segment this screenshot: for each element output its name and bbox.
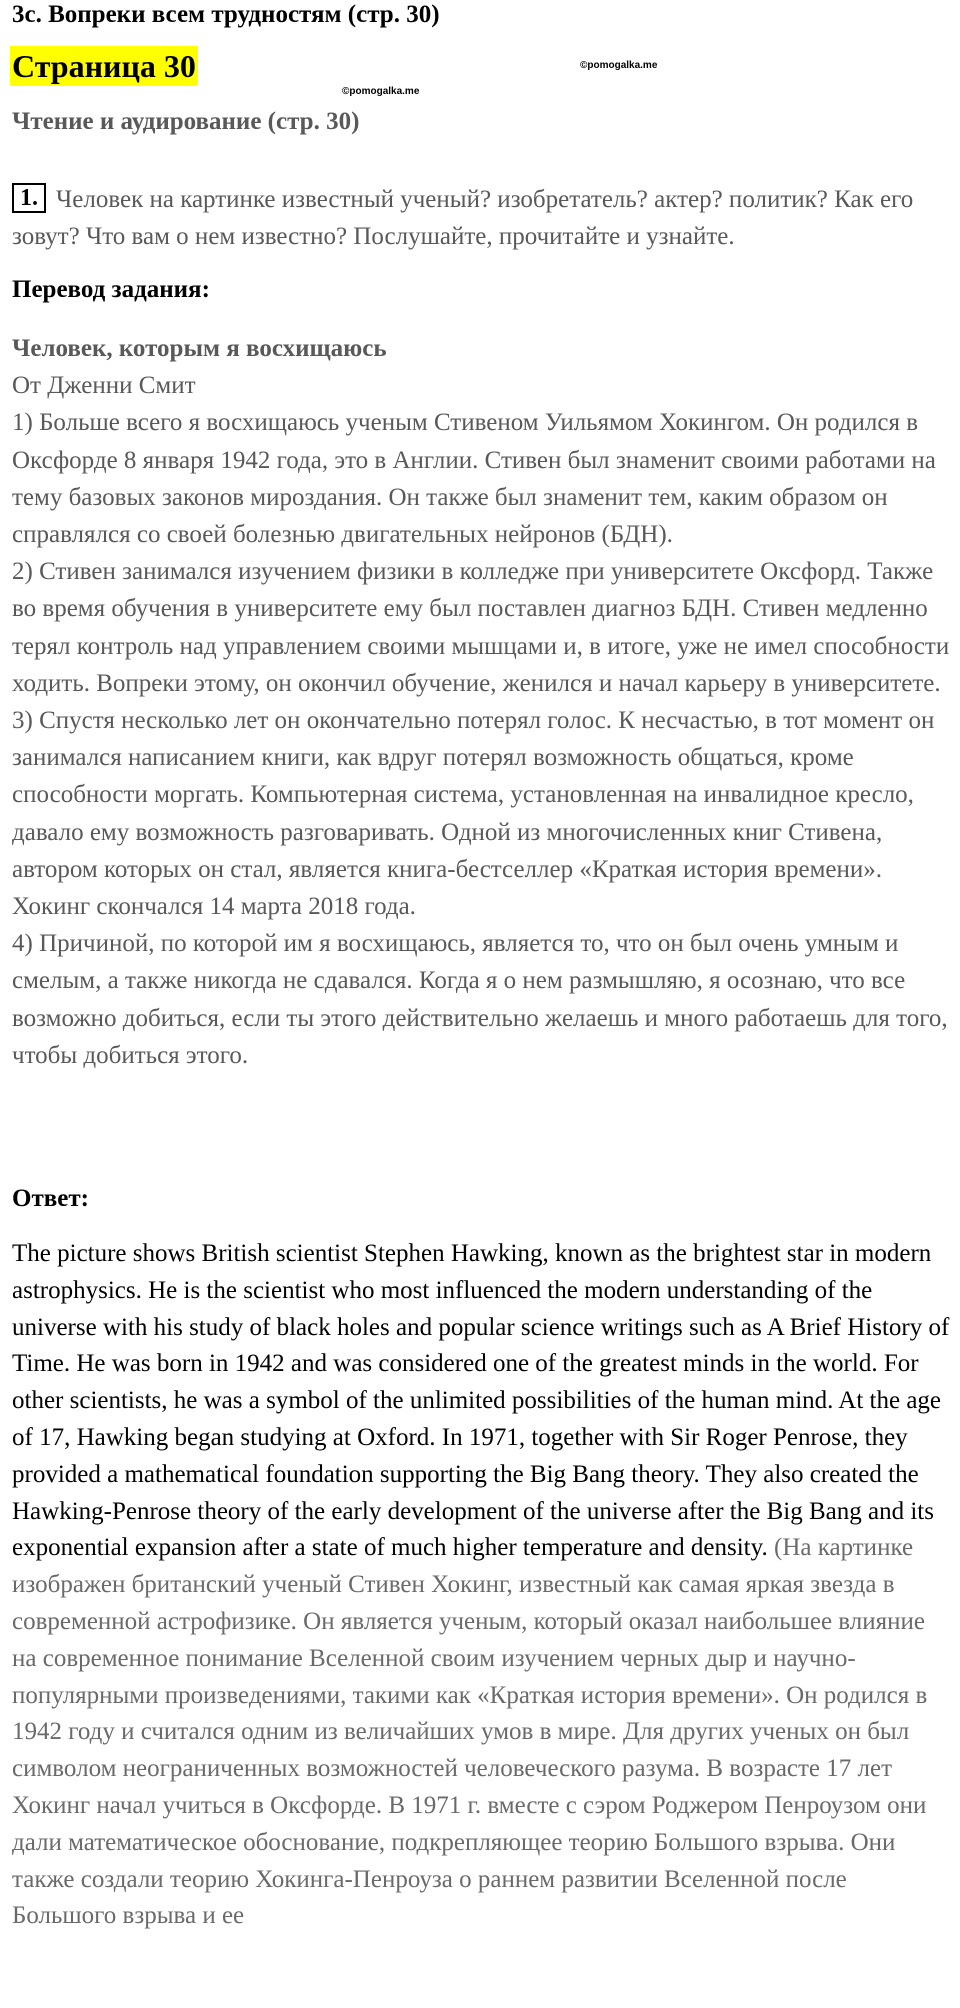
answer-heading: Ответ: bbox=[12, 1185, 89, 1212]
article-paragraph: 2) Стивен занимался изучением физики в колледже при университете Оксфорд. Также во время обучения в университете ему был поставлен диагноз БДН. Стивен медленно терял контроль над управлением своими мышцами и, в итоге, уже не имел способности ходить. Вопреки этому, он окончил обучение, женился и начал карьеру в университете. bbox=[12, 558, 950, 697]
article-paragraph: 3) Спустя несколько лет он окончательно потерял голос. К несчастью, в тот момент он занимался написанием книги, как вдруг потерял возможность общаться, кроме способности моргать. Компьютерная система, установленная на инвалидное кресло, давало ему возможность разговаривать. Одной из многочисленных книг Стивена, автором которых он стал, является книга-бестселлер «Краткая история времени». Хокинг скончался 14 марта 2018 года. bbox=[12, 707, 935, 921]
article-title: Человек, которым я восхищаюсь bbox=[12, 335, 387, 362]
subheading: Чтение и аудирование (стр. 30) bbox=[12, 108, 360, 135]
article-paragraph: 4) Причиной, по которой им я восхищаюсь, является то, что он был очень умным и смелым, а также никогда не сдавался. Когда я о нем размышляю, я осознаю, что все возможно добиться, если ты этого действительно желаешь и много работаешь для того, чтобы добиться этого. bbox=[12, 930, 948, 1069]
answer-russian-translation: (На картинке изображен британский ученый Стивен Хокинг, известный как самая яркая звезда в современной астрофизике. Он является ученым, который оказал наибольшее влияние на современное понимание Вселенной своим изучением черных дыр и научно-популярными произведениями, такими как «Краткая история времени». Он родился в 1942 году и считался одним из величайших умов в мире. Для других ученых он был символом неограниченных возможностей человеческого разума. В возрасте 17 лет Хокинг начал учиться в Оксфорде. В 1971 г. вместе с сэром Роджером Пенроузом они дали математическое обоснование, подкрепляющее теорию Большого взрыва. Они также создали теорию Хокинга-Пенроуза о раннем развитии Вселенной после Большого взрыва и ее bbox=[12, 1534, 928, 1930]
task bbox=[12, 181, 952, 255]
answer-text bbox=[12, 1236, 954, 1935]
watermark: ©pomogalka.me bbox=[580, 60, 658, 71]
answer-english: The picture shows British scientist Stephen Hawking, known as the brightest star in modern astrophysics. He is the scientist who most influenced the modern understanding of the universe with his study of black holes and popular science writings such as A Brief History of Time. He was born in 1942 and was considered one of the greatest minds in the world. For other scientists, he was a symbol of the unlimited possibilities of the human mind. At the age of 17, Hawking began studying at Oxford. In 1971, together with Sir Roger Penrose, they provided a mathematical foundation supporting the Big Bang theory. They also created the Hawking-Penrose theory of the early development of the universe after the Big Bang and its exponential expansion after a state of much higher temperature and density. bbox=[12, 1240, 950, 1562]
article-author: От Дженни Смит bbox=[12, 372, 196, 400]
page-heading: Страница 30 bbox=[12, 48, 196, 84]
task-text: Человек на картинке известный ученый? изобретатель? актер? политик? Как его зовут? Что вам о нем известно? Послушайте, прочитайте и узнайте. bbox=[12, 186, 914, 250]
watermark: ©pomogalka.me bbox=[342, 86, 420, 97]
translated-article bbox=[12, 330, 954, 1074]
task-number: 1. bbox=[12, 183, 46, 213]
article-paragraph: 1) Больше всего я восхищаюсь ученым Стивеном Уильямом Хокингом. Он родился в Оксфорде 8 января 1942 года, это в Англии. Стивен был знаменит своими работами на тему базовых законов мироздания. Он также был знаменит тем, каким образом он справлялся со своей болезнью двигательных нейронов (БДН). bbox=[12, 409, 936, 549]
translation-heading: Перевод задания: bbox=[12, 276, 210, 303]
section-title: 3c. Вопреки всем трудностям (стр. 30) bbox=[12, 1, 440, 28]
